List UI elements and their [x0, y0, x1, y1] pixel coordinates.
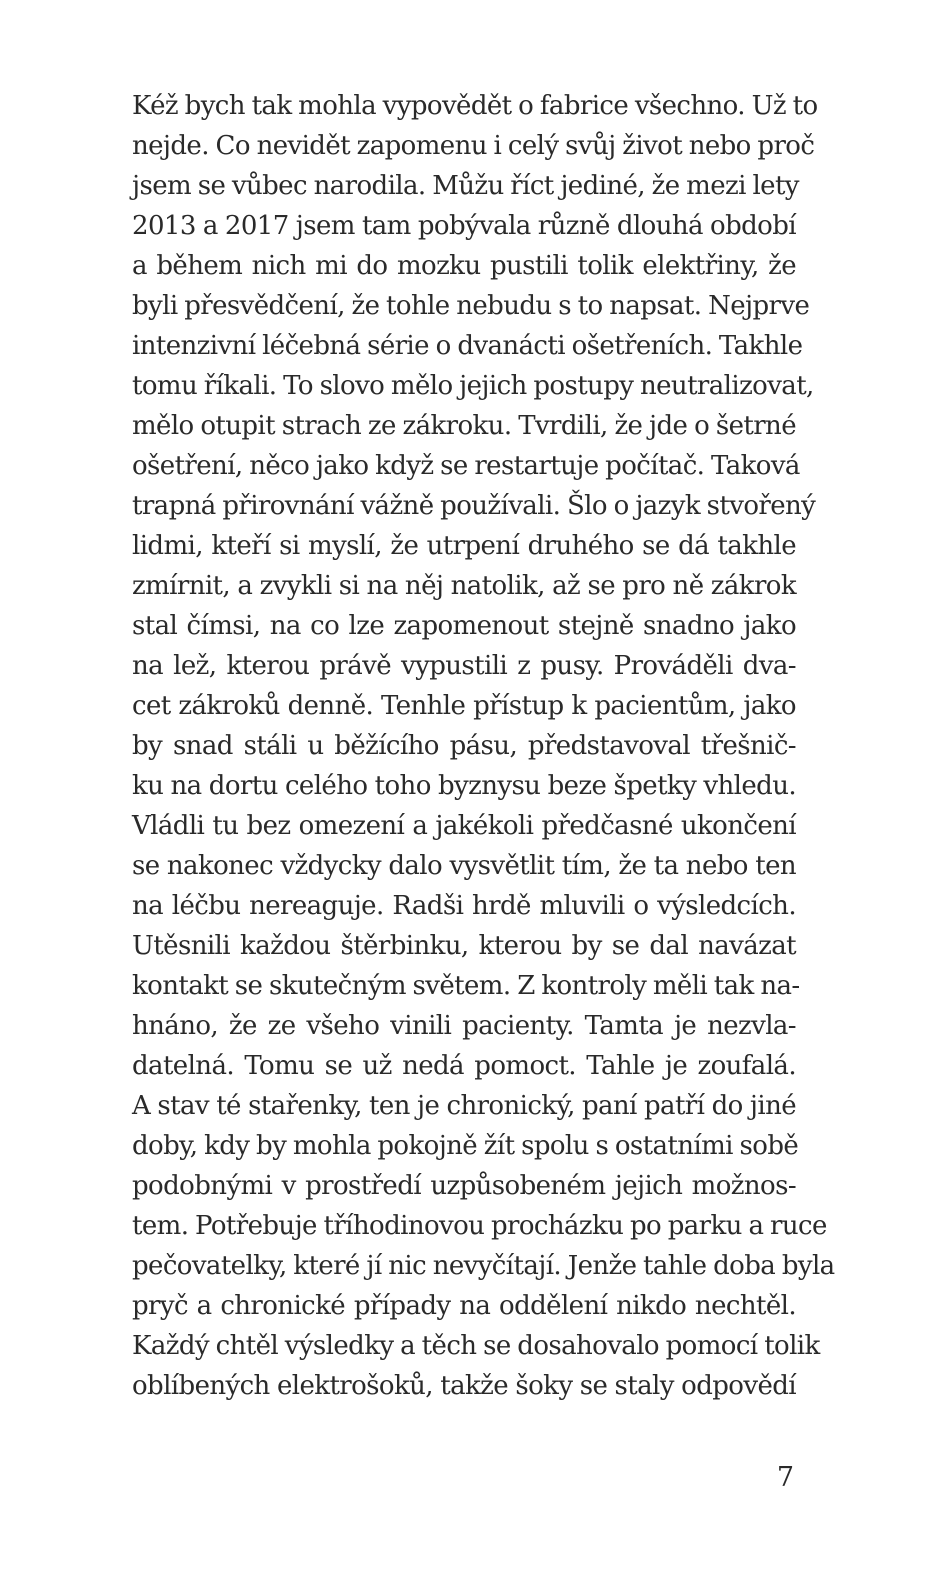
text-line: pryč a chronické případy na oddělení nikdo nechtěl. [132, 1291, 796, 1321]
text-line: kontakt se skutečným světem. Z kontroly měli tak na- [132, 971, 800, 1001]
text-line: intenzivní léčebná série o dvanácti ošetřeních. Takhle [132, 331, 803, 361]
text-line: Kéž bych tak mohla vypovědět o fabrice všechno. Už to [132, 91, 818, 121]
text-line: ošetření, něco jako když se restartuje počítač. Taková [132, 451, 800, 481]
text-line: podobnými v prostředí uzpůsobeném jejich možnos- [132, 1171, 796, 1201]
text-line: nejde. Co nevidět zapomenu i celý svůj život nebo proč [132, 131, 815, 161]
text-line: byli přesvědčení, že tohle nebudu s to napsat. Nejprve [132, 291, 810, 321]
text-line: A stav té stařenky, ten je chronický, paní patří do jiné [132, 1091, 796, 1121]
text-line: stal čímsi, na co lze zapomenout stejně snadno jako [132, 611, 796, 641]
text-line: doby, kdy by mohla pokojně žít spolu s ostatními sobě [132, 1131, 799, 1161]
text-line: pečovatelky, které jí nic nevyčítají. Jenže tahle doba byla [132, 1251, 835, 1281]
text-line: oblíbených elektrošoků, takže šoky se staly odpovědí [132, 1371, 796, 1401]
text-line: jsem se vůbec narodila. Můžu říct jediné, že mezi lety [132, 171, 799, 201]
text-line: se nakonec vždycky dalo vysvětlit tím, že ta nebo ten [132, 851, 796, 881]
text-line: a během nich mi do mozku pustili tolik elektřiny, že [132, 251, 796, 281]
text-line: tomu říkali. To slovo mělo jejich postupy neutralizovat, [132, 371, 814, 401]
text-line: by snad stáli u běžícího pásu, představoval třešnič- [132, 731, 796, 761]
text-line: tem. Potřebuje tříhodinovou procházku po parku a ruce [132, 1211, 827, 1241]
text-line: lidmi, kteří si myslí, že utrpení druhého se dá takhle [132, 531, 796, 561]
text-line: trapná přirovnání vážně používali. Šlo o jazyk stvořený [132, 491, 816, 521]
text-line: zmírnit, a zvykli si na něj natolik, až se pro ně zákrok [132, 571, 796, 601]
text-line: Utěsnili každou štěrbinku, kterou by se dal navázat [132, 931, 796, 961]
text-line: Vládli tu bez omezení a jakékoli předčasné ukončení [132, 811, 796, 841]
text-line: hnáno, že ze všeho vinili pacienty. Tamta je nezvla- [132, 1011, 796, 1041]
text-line: 2013 a 2017 jsem tam pobývala různě dlouhá období [132, 211, 796, 241]
text-line: Každý chtěl výsledky a těch se dosahovalo pomocí tolik [132, 1331, 820, 1361]
body-text [132, 86, 835, 1406]
text-line: cet zákroků denně. Tenhle přístup k pacientům, jako [132, 691, 796, 721]
text-line: na léčbu nereaguje. Radši hrdě mluvili o výsledcích. [132, 891, 796, 921]
text-line: na lež, kterou právě vypustili z pusy. Prováděli dva- [132, 651, 796, 681]
page-number: 7 [776, 1462, 794, 1493]
text-line: mělo otupit strach ze zákroku. Tvrdili, že jde o šetrné [132, 411, 796, 441]
text-line: datelná. Tomu se už nedá pomoct. Tahle je zoufalá. [132, 1051, 796, 1081]
text-line: ku na dortu celého toho byznysu beze špetky vhledu. [132, 771, 796, 801]
